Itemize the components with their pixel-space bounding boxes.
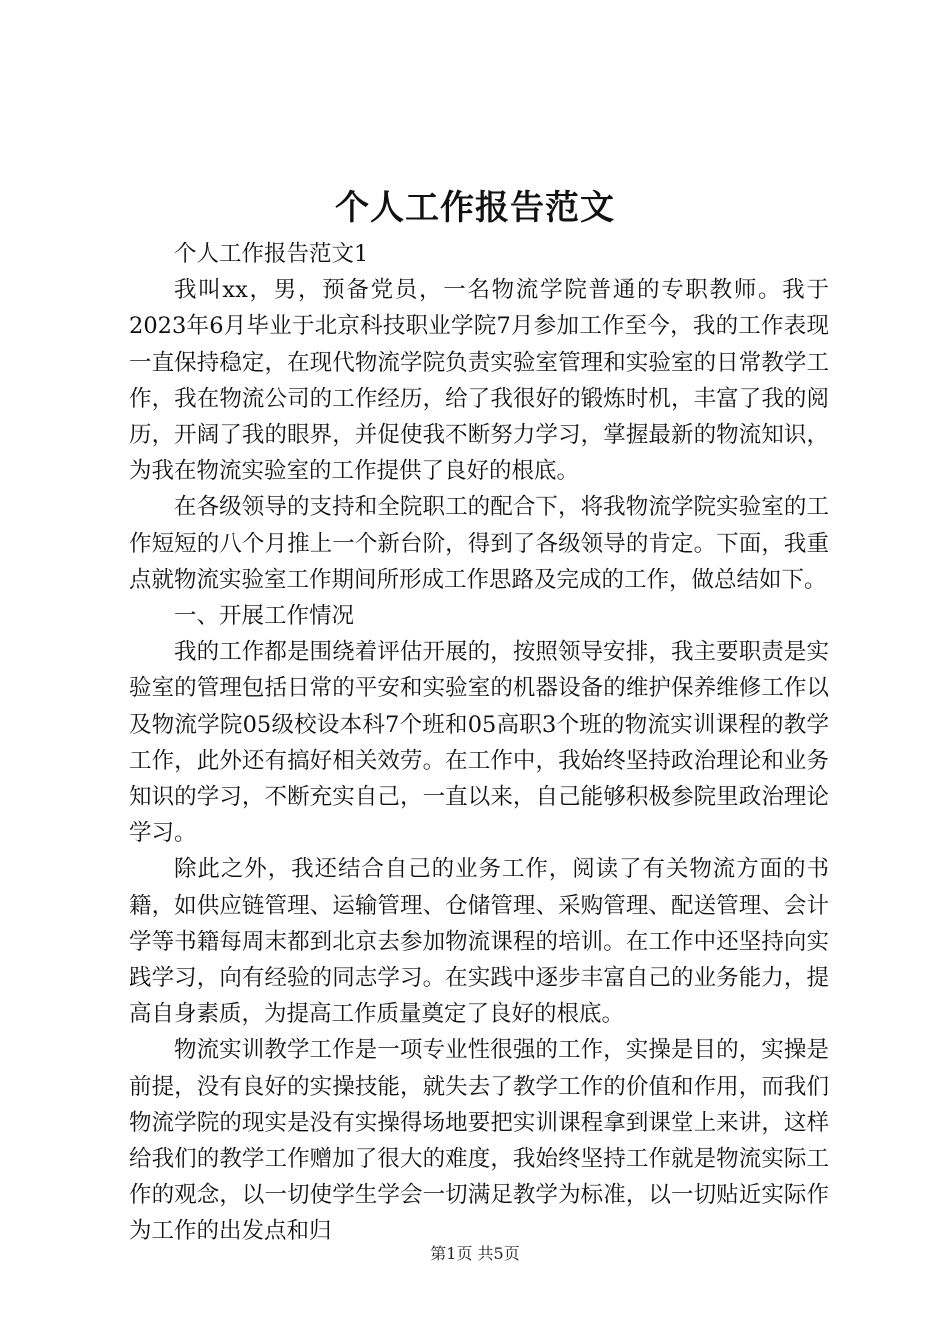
paragraph-intro: 我叫xx，男，预备党员，一名物流学院普通的专职教师。我于2023年6月毕业于北京科技职业学院7月参加工作至今，我的工作表现一直保持稳定，在现代物流学院负责实验室管理和实验室的日常教学工作，我在物流公司的工作经历，给了我很好的锻炼时机，丰富了我的阅历，开阔了我的眼界，并促使我不断努力学习，掌握最新的物流知识，为我在物流实验室的工作提供了良好的根底。 — [129, 277, 829, 485]
page-footer: 第1页 共5页 — [430, 1244, 520, 1263]
paragraph-support: 在各级领导的支持和全院职工的配合下，将我物流学院实验室的工作短短的八个月推上一个新台阶，得到了各级领导的肯定。下面，我重点就物流实验室工作期间所形成工作思路及完成的工作，做总结如下。 — [129, 494, 829, 593]
document-title: 个人工作报告范文 — [335, 188, 615, 228]
paragraph-training: 物流实训教学工作是一项专业性很强的工作，实操是目的，实操是前提，没有良好的实操技能，就失去了教学工作的价值和作用，而我们物流学院的现实是没有实操得场地要把实训课程拿到课堂上来讲，这样给我们的教学工作赠加了很大的难度，我始终坚持工作就是物流实际工作的观念，以一切使学生学会一切满足教学为标准，以一切贴近实际作为工作的出发点和归 — [129, 1037, 829, 1245]
section-heading-work: 一、开展工作情况 — [174, 603, 355, 630]
paragraph-study: 除此之外，我还结合自己的业务工作，阅读了有关物流方面的书籍，如供应链管理、运输管理、仓储管理、采购管理、配送管理、会计学等书籍每周末都到北京去参加物流课程的培训。在工作中还坚持向实践学习，向有经验的同志学习。在实践中逐步丰富自己的业务能力，提高自身素质，为提高工作质量奠定了良好的根底。 — [129, 856, 829, 1028]
document-body — [129, 236, 829, 1250]
paragraph-subtitle: 个人工作报告范文1 — [174, 241, 369, 267]
paragraph-duties: 我的工作都是围绕着评估开展的，按照领导安排，我主要职责是实验室的管理包括日常的平安和实验室的机器设备的维护保养维修工作以及物流学院05级校设本科7个班和05高职3个班的物流实训课程的教学工作，此外还有搞好相关效劳。在工作中，我始终坚持政治理论和业务知识的学习，不断充实自己，一直以来，自己能够积极参院里政治理论学习。 — [129, 639, 829, 847]
